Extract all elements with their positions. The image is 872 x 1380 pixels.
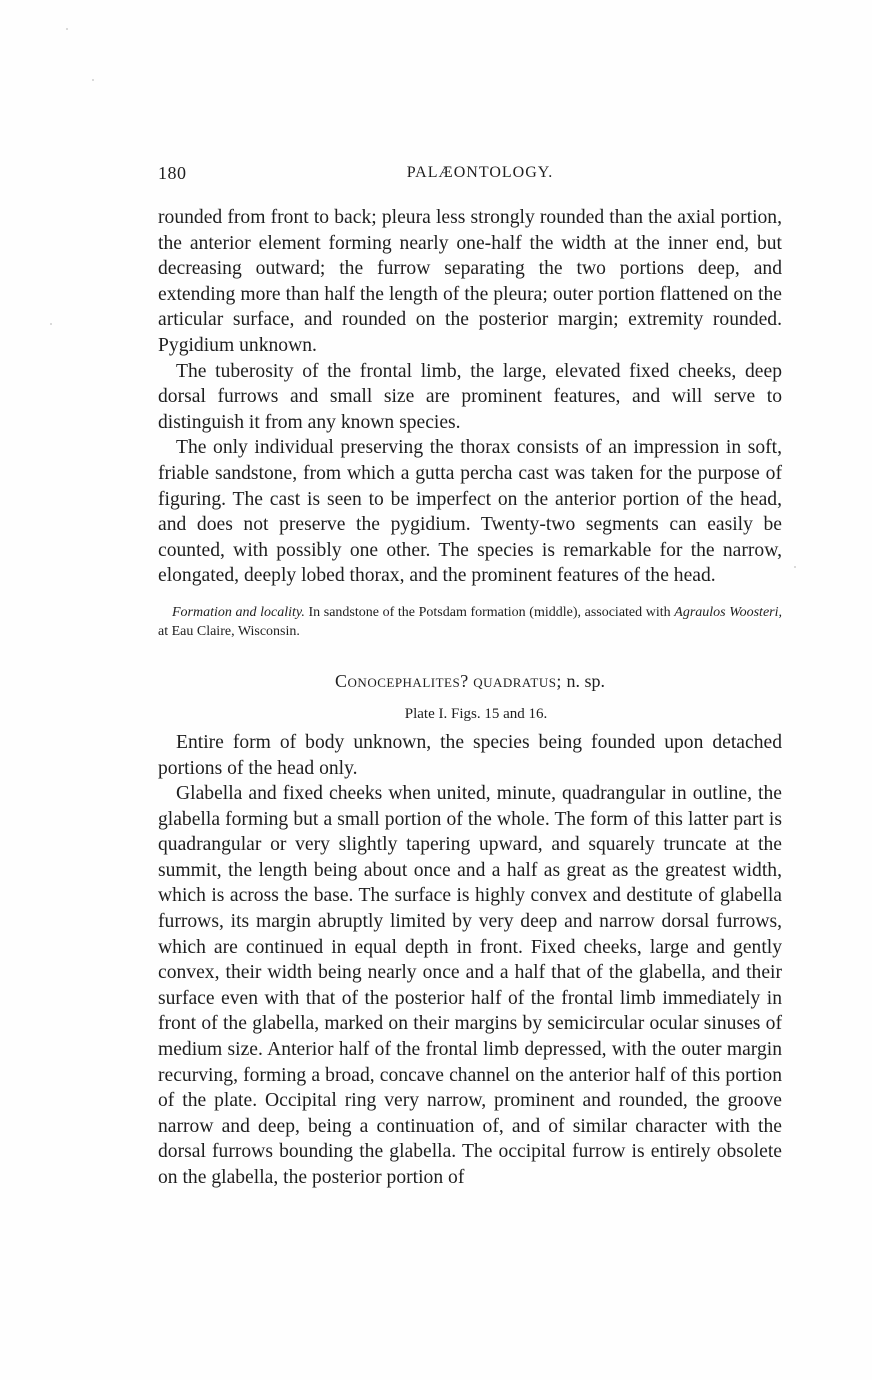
species-heading xyxy=(158,669,782,693)
paper-speck xyxy=(794,566,796,568)
paper-speck xyxy=(50,323,52,325)
page-body xyxy=(158,205,782,1191)
locality-text-before: In sandstone of the Potsdam formation (middle), associated with xyxy=(304,604,675,620)
locality-species-ref: Agraulos Woosteri, xyxy=(674,604,782,620)
locality-text-after: at Eau Claire, Wisconsin. xyxy=(158,623,300,639)
formation-locality-note xyxy=(158,603,782,641)
species-status: n. sp. xyxy=(566,670,605,691)
description-paragraph-glabella: Glabella and fixed cheeks when united, minute, quadrangular in outline, the glabella forming but a small portion of the whole. The form of this latter part is quadrangular or very slightly tapering upward, and squarely truncate at the summit, the length being about once and a half as great as the greatest width, which is across the base. The surface is highly convex and destitute of glabella furrows, its margin abruptly limited by very deep and narrow dorsal furrows, which are continued in equal depth in front. Fixed cheeks, large and gently convex, their width being nearly once and a half that of the glabella, and their surface even with that of the posterior half of the frontal limb immediately in front of the glabella, marked on their margins by semicircular ocular sinuses of medium size. Anterior half of the frontal limb depressed, with the outer margin recurving, forming a broad, concave channel on the anterior half of this portion of the plate. Occipital ring very narrow, prominent and rounded, the groove narrow and deep, being a continuation of, and of similar character with the dorsal furrows bounding the glabella. The occipital furrow is entirely obsolete on the glabella, the posterior portion of xyxy=(158,783,782,1188)
page-header xyxy=(158,163,782,191)
locality-label: Formation and locality. xyxy=(172,604,305,620)
paragraph-specimen-notes: The only individual preserving the thorax consists of an impression in soft, friable sandstone, from which a gutta percha cast was taken for the purpose of figuring. The cast is seen to be imperfect on the anterior portion of the head, and does not preserve the pygidium. Twenty-two segments can easily be counted, with possibly one other. The species is remarkable for the narrow, elongated, deeply lobed thorax, and the prominent features of the head. xyxy=(158,437,782,587)
paper-speck xyxy=(92,79,94,81)
running-title: PALÆONTOLOGY. xyxy=(406,164,554,181)
paragraph-distinguishing-features: The tuberosity of the frontal limb, the large, elevated fixed cheeks, deep dorsal furrows and small size are prominent features, and will serve to distinguish it from any known species. xyxy=(158,360,782,433)
plate-reference: Plate I. Figs. 15 and 16. xyxy=(404,705,548,722)
description-paragraph-form: Entire form of body unknown, the species being founded upon detached portions of the head only. xyxy=(158,731,782,779)
paper-speck xyxy=(66,28,68,30)
species-genus: Conocephalites? xyxy=(335,670,469,691)
page-number: 180 xyxy=(158,163,187,183)
species-epithet: quadratus; xyxy=(473,670,562,691)
paragraph-continued: rounded from front to back; pleura less strongly rounded than the axial portion, the anterior element forming nearly one-half the width at the inner end, but decreasing outward; the furrow separating the two portions deep, and extending more than half the length of the pleura; outer portion flattened on the articular surface, and rounded on the posterior margin; extremity rounded. Pygidium unknown. xyxy=(158,207,782,356)
